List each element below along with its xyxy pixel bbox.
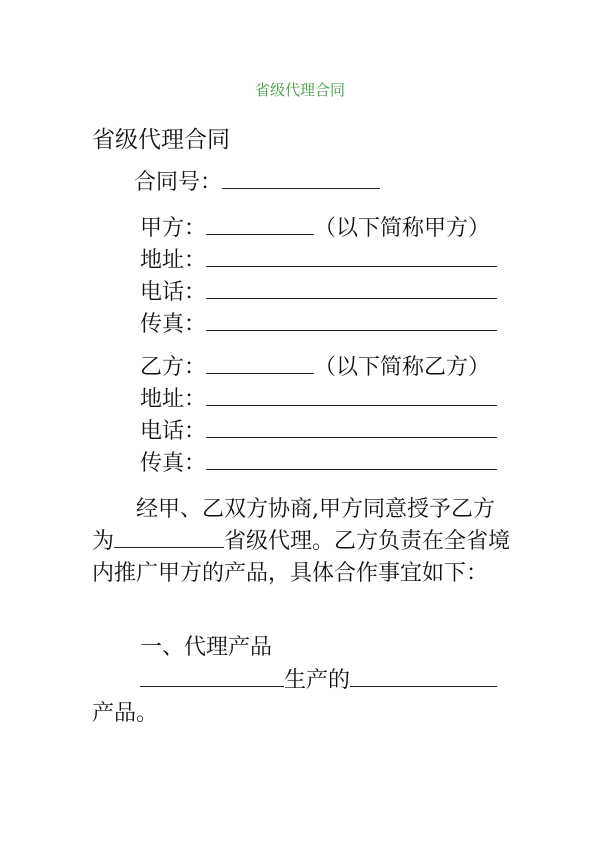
party-b-name-label: 乙方：: [140, 355, 207, 380]
product-name-blank[interactable]: [350, 666, 497, 687]
document-title: 省级代理合同: [92, 127, 230, 153]
intro-text-1: 经甲、乙双方协商,甲方同意授予乙方为: [92, 497, 495, 554]
party-a-name-blank[interactable]: [206, 214, 314, 235]
contract-number-blank[interactable]: [222, 168, 380, 189]
party-b-fax-label: 传真：: [140, 451, 207, 476]
party-b-fax-row: [140, 449, 497, 478]
intro-paragraph: [92, 494, 512, 590]
section-1-heading: 一、代理产品: [140, 635, 273, 660]
party-a-fax-row: [140, 310, 497, 339]
party-a-address-blank[interactable]: [206, 246, 497, 267]
party-a-fax-blank[interactable]: [206, 310, 497, 331]
party-b-name-row: [140, 353, 490, 382]
party-b-address-label: 地址：: [140, 387, 207, 412]
contract-number-row: [134, 168, 380, 197]
party-b-name-blank[interactable]: [206, 353, 314, 374]
party-a-phone-label: 电话：: [140, 280, 207, 305]
party-a-address-label: 地址：: [140, 248, 207, 273]
party-b-alias: （以下简称乙方）: [314, 355, 491, 380]
party-a-phone-row: [140, 278, 497, 307]
party-a-fax-label: 传真：: [140, 312, 207, 337]
party-a-alias: （以下简称甲方）: [314, 216, 491, 241]
party-b-address-row: [140, 385, 497, 414]
running-header: 省级代理合同: [254, 81, 345, 99]
party-b-phone-row: [140, 417, 497, 446]
agent-province-blank[interactable]: [114, 527, 224, 548]
party-b-fax-blank[interactable]: [206, 449, 497, 470]
produced-by-text: 生产的: [284, 668, 351, 693]
product-word: 产品。: [92, 701, 159, 726]
party-b-phone-blank[interactable]: [206, 417, 497, 438]
party-b-address-blank[interactable]: [206, 385, 497, 406]
product-row: [140, 666, 497, 695]
party-a-phone-blank[interactable]: [206, 278, 497, 299]
intro-text-2: 省级代理。乙方负责在全省境内推广甲方的产品，具体合作事宜如下：: [92, 529, 511, 586]
contract-number-label: 合同号：: [134, 170, 223, 195]
manufacturer-blank[interactable]: [140, 666, 284, 687]
party-a-address-row: [140, 246, 497, 275]
party-b-phone-label: 电话：: [140, 419, 207, 444]
party-a-name-label: 甲方：: [140, 216, 207, 241]
party-a-name-row: [140, 214, 490, 243]
